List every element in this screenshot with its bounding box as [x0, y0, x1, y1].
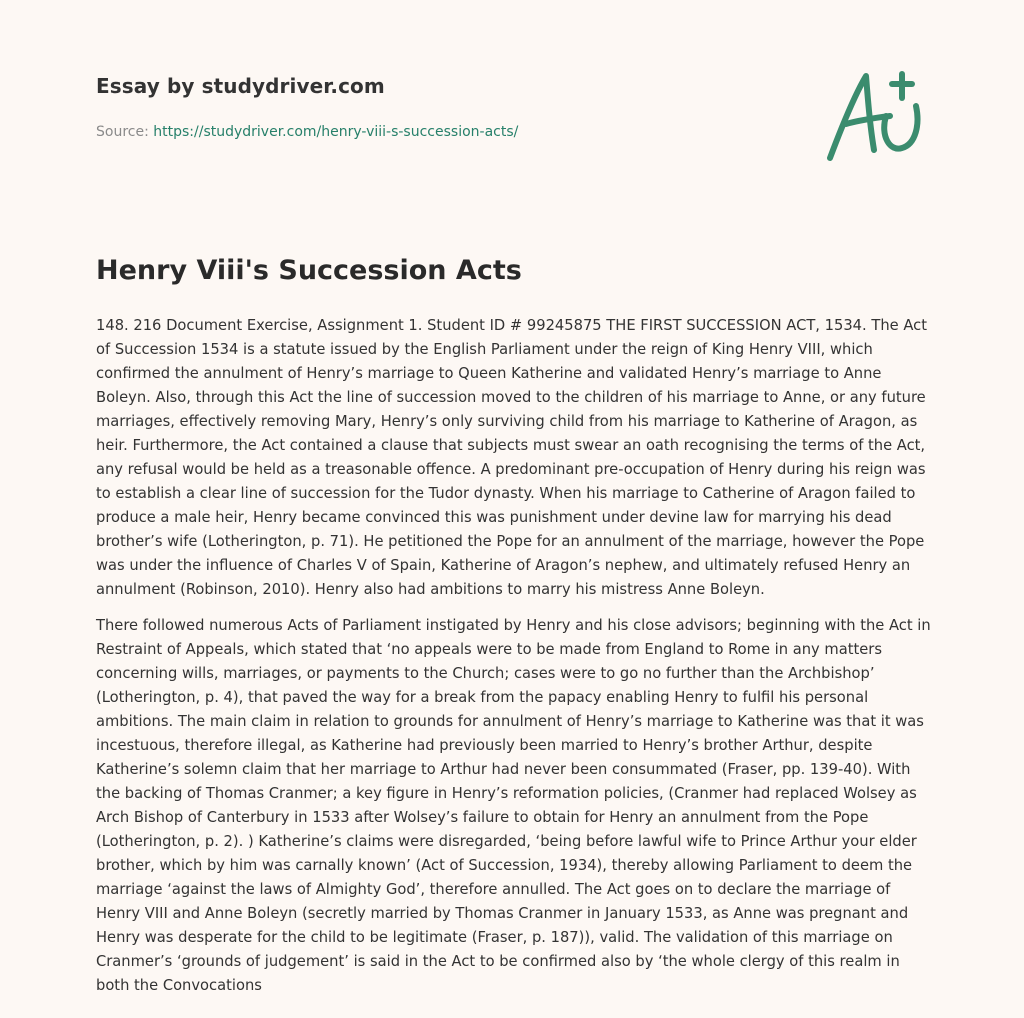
- page-title: Henry Viii's Succession Acts: [96, 255, 522, 286]
- source-label: Source:: [96, 124, 149, 140]
- site-title: Essay by studydriver.com: [96, 74, 385, 98]
- essay-header: [96, 74, 796, 140]
- source-line: [96, 124, 518, 140]
- a-plus-logo: [820, 66, 930, 166]
- essay-body: [96, 314, 934, 1010]
- source-link[interactable]: https://studydriver.com/henry-viii-s-succession-acts/: [153, 124, 519, 140]
- essay-paragraph: 148. 216 Document Exercise, Assignment 1. Student ID # 99245875 THE FIRST SUCCESSION ACT, 1534. The Act of Succession 1534 is a statute issued by the English Parliament under the reign of King Henry VIII, which confirmed the annulment of Henry’s marriage to Queen Katherine and validated Henry’s marriage to Anne Boleyn. Also, through this Act the line of succession moved to the children of his marriage to Anne, or any future marriages, effectively removing Mary, Henry’s only surviving child from his marriage to Katherine of Aragon, as heir. Furthermore, the Act contained a clause that subjects must swear an oath recognising the terms of the Act, any refusal would be held as a treasonable offence. A predominant pre-occupation of Henry during his reign was to establish a clear line of succession for the Tudor dynasty. When his marriage to Catherine of Aragon failed to produce a male heir, Henry became convinced this was punishment under devine law for marrying his dead brother’s wife (Lotherington, p. 71). He petitioned the Pope for an annulment of the marriage, however the Pope was under the influence of Charles V of Spain, Katherine of Aragon’s nephew, and ultimately refused Henry an annulment (Robinson, 2010). Henry also had ambitions to marry his mistress Anne Boleyn.: [96, 317, 927, 598]
- a-plus-logo-icon: [820, 66, 930, 166]
- essay-paragraph: There followed numerous Acts of Parliament instigated by Henry and his close advisors; beginning with the Act in Restraint of Appeals, which stated that ‘no appeals were to be made from England to Rome in any matters concerning wills, marriages, or payments to the Church; cases were to go no further than the Archbishop’ (Lotherington, p. 4), that paved the way for a break from the papacy enabling Henry to fulfil his personal ambitions. The main claim in relation to grounds for annulment of Henry’s marriage to Katherine was that it was incestuous, therefore illegal, as Katherine had previously been married to Henry’s brother Arthur, despite Katherine’s solemn claim that her marriage to Arthur had never been consummated (Fraser, pp. 139-40). With the backing of Thomas Cranmer; a key figure in Henry’s reformation policies, (Cranmer had replaced Wolsey as Arch Bishop of Canterbury in 1533 after Wolsey’s failure to obtain for Henry an annulment from the Pope (Lotherington, p. 2). ) Katherine’s claims were disregarded, ‘being before lawful wife to Prince Arthur your elder brother, which by him was carnally known’ (Act of Succession, 1934), thereby allowing Parliament to deem the marriage ‘against the laws of Almighty God’, therefore annulled. The Act goes on to declare the marriage of Henry VIII and Anne Boleyn (secretly married by Thomas Cranmer in January 1533, as Anne was pregnant and Henry was desperate for the child to be legitimate (Fraser, p. 187)), valid. The validation of this marriage on Cranmer’s ‘grounds of judgement’ is said in the Act to be confirmed also by ‘the whole clergy of this realm in both the Convocations: [96, 617, 931, 994]
